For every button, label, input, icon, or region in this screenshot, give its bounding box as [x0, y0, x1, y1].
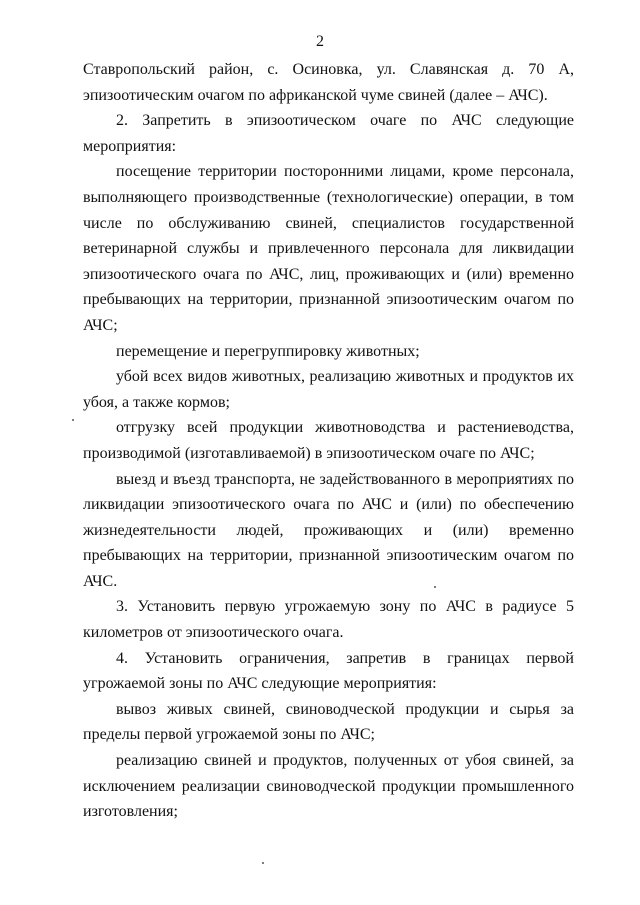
- paragraph-ban-movement: перемещение и перегруппировку животных;: [116, 342, 420, 360]
- document-body: [83, 57, 574, 825]
- scan-speck: [262, 862, 264, 864]
- paragraph-item-4: 4. Установить ограничения, запретив в границах первой угрожаемой зоны по АЧС следующие мероприятия:: [83, 649, 574, 693]
- paragraph-ban-shipment: отгрузку всей продукции животноводства и растениеводства, производимой (изготавливаемой) в эпизоотическом очаге по АЧС;: [83, 419, 574, 462]
- scan-speck: [434, 586, 436, 588]
- scan-speck: [72, 419, 74, 421]
- paragraph-item-2: 2. Запретить в эпизоотическом очаге по АЧС следующие мероприятия:: [83, 112, 574, 155]
- paragraph-ban-export: вывоз живых свиней, свиноводческой продукции и сырья за пределы первой угрожаемой зоны по АЧС;: [83, 700, 574, 744]
- paragraph-ban-slaughter: убой всех видов животных, реализацию животных и продуктов их убоя, а также кормов;: [83, 368, 574, 411]
- paragraph-continuation: Ставропольский район, с. Осиновка, ул. Славянская д. 70 А, эпизоотическим очагом по африканской чуме свиней (далее – АЧС).: [83, 61, 574, 104]
- paragraph-ban-visiting: посещение территории посторонними лицами, кроме персонала, выполняющего производственные (технологические) операции, в том числе по обслуживанию свиней, специалистов государственной ветеринарной службы и привлеченного персонала для ликвидации эпизоотического очага по АЧС, лиц, проживающих и (или) временно пребывающих на территории, признанной эпизоотическим очагом по АЧС;: [83, 163, 574, 334]
- page-number: 2: [316, 33, 324, 50]
- paragraph-ban-sale: реализацию свиней и продуктов, полученных от убоя свиней, за исключением реализации свиноводческой продукции промышленного изготовления;: [83, 752, 574, 821]
- paragraph-ban-transport: выезд и въезд транспорта, не задействованного в мероприятиях по ликвидации эпизоотического очага по АЧС и (или) по обеспечению жизнедеятельности людей, проживающих и (или) временно пребывающих на территории, признанной эпизоотическим очагом по АЧС.: [83, 470, 574, 590]
- paragraph-item-3: 3. Установить первую угрожаемую зону по АЧС в радиусе 5 километров от эпизоотического очага.: [83, 598, 574, 642]
